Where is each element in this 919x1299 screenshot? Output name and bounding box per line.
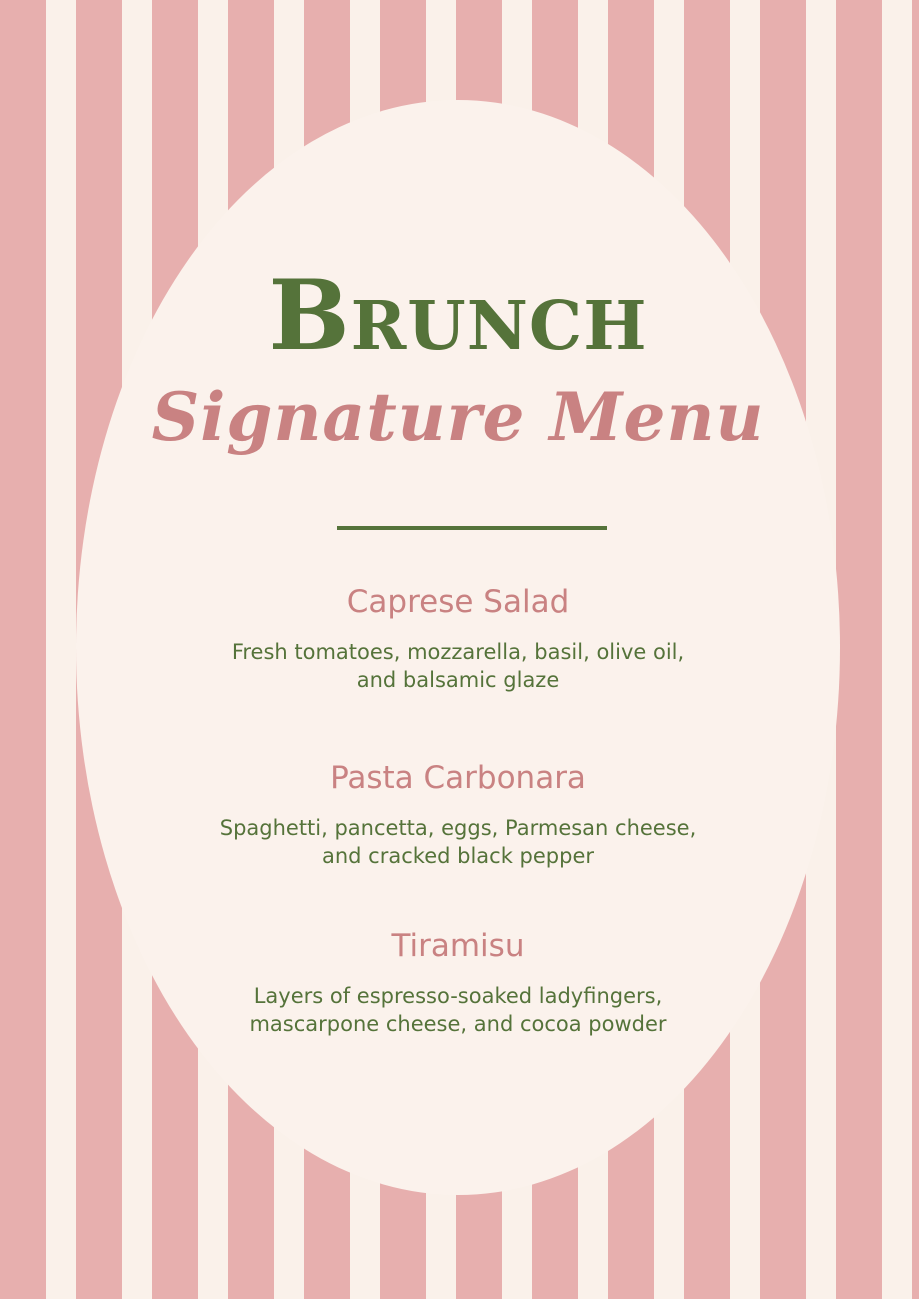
item-description-line: Layers of espresso-soaked ladyfingers,: [253, 984, 663, 1008]
menu-content: [76, 0, 840, 1299]
menu-item-tiramisu: [76, 926, 840, 1038]
menu-item-caprese-salad: [76, 582, 840, 694]
item-name: Caprese Salad: [346, 584, 570, 620]
title-divider: [337, 526, 607, 530]
menu-subtitle: Signature Menu: [151, 378, 765, 456]
item-description: [76, 638, 840, 694]
item-description-line: mascarpone cheese, and cocoa powder: [249, 1012, 667, 1036]
item-name: Tiramisu: [391, 928, 525, 964]
item-description-line: and cracked black pepper: [322, 844, 594, 868]
item-description-line: Spaghetti, pancetta, eggs, Parmesan cheese,: [219, 816, 697, 840]
item-description-line: and balsamic glaze: [356, 668, 560, 692]
menu-title: Brunch: [268, 259, 648, 372]
item-name: Pasta Carbonara: [330, 760, 586, 796]
item-description-line: Fresh tomatoes, mozzarella, basil, olive oil,: [231, 640, 685, 664]
menu-item-pasta-carbonara: [76, 758, 840, 870]
item-description: [76, 814, 840, 870]
item-description: [76, 982, 840, 1038]
